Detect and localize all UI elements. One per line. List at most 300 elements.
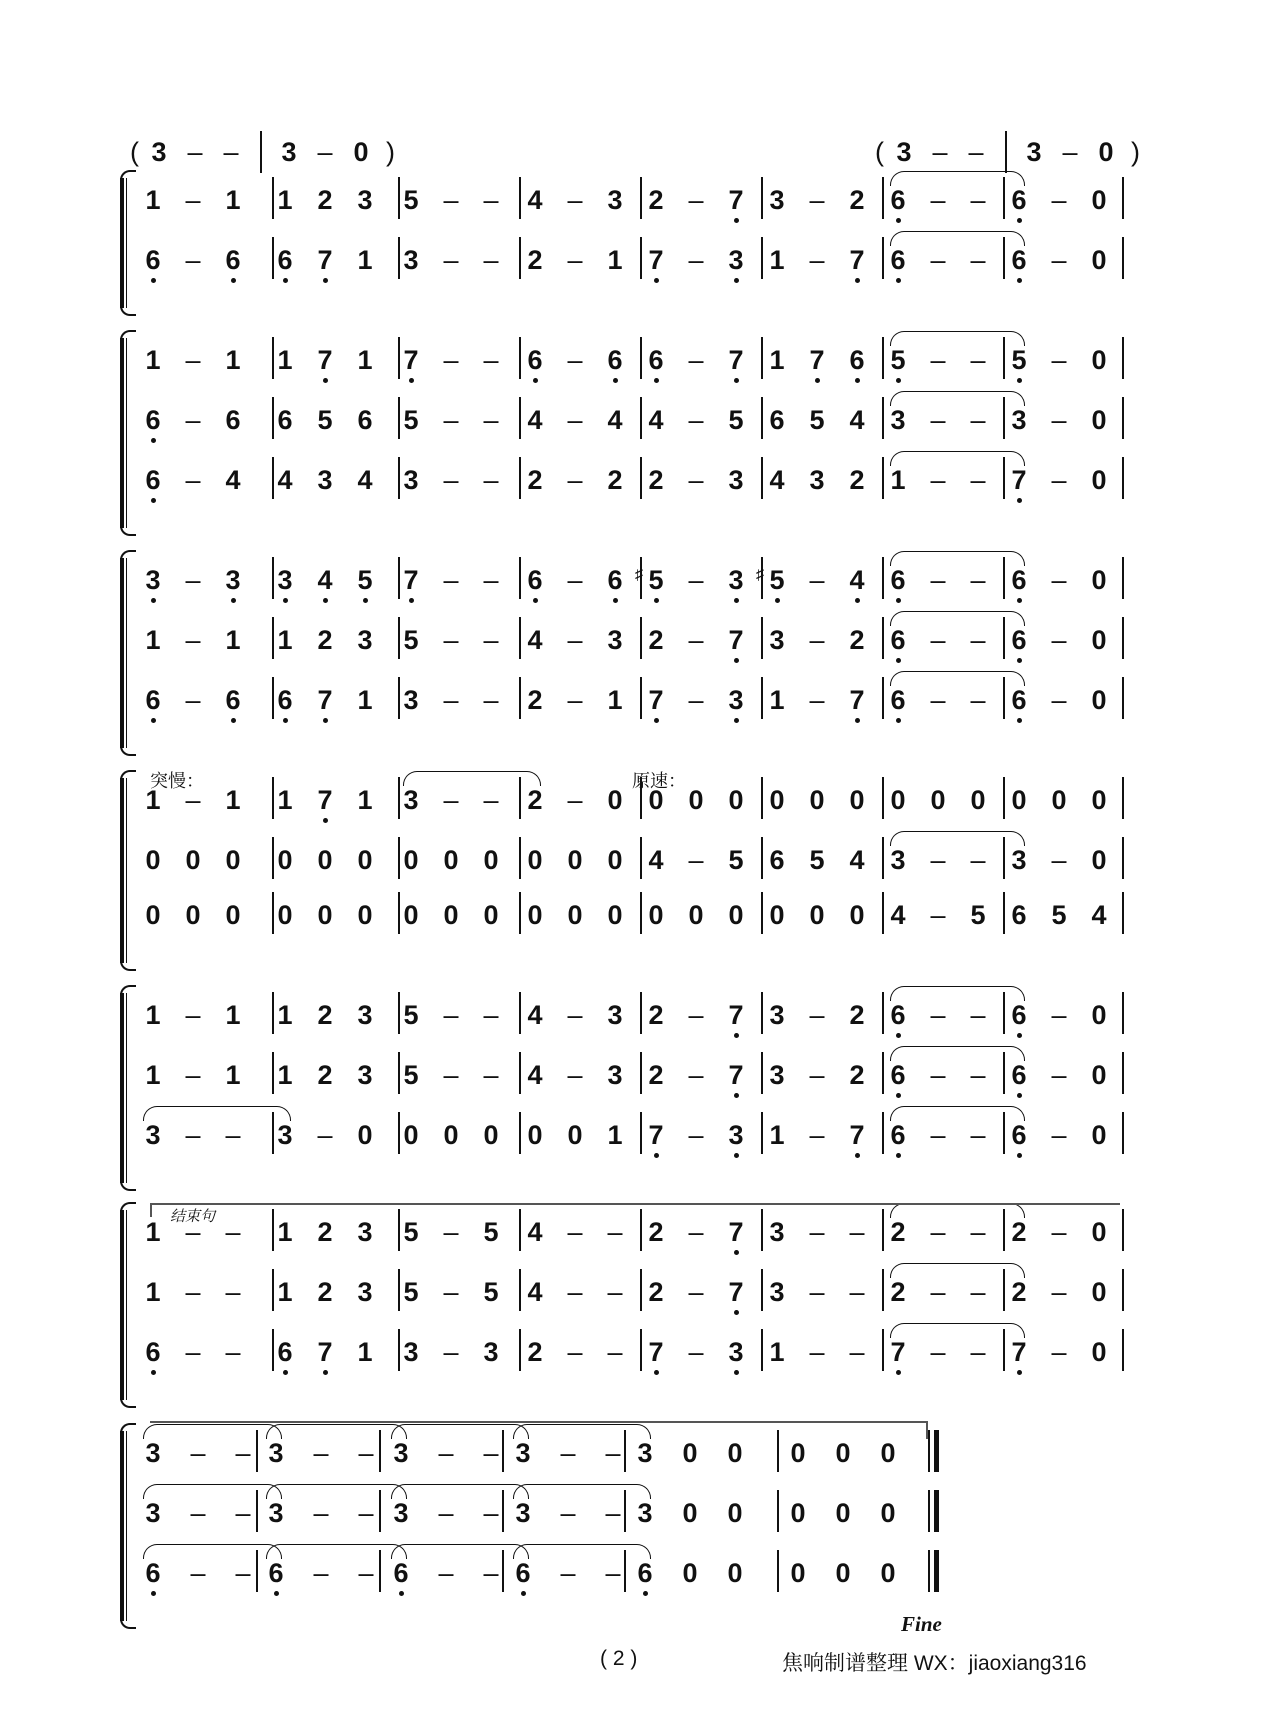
dash: – bbox=[930, 845, 946, 875]
dash: – bbox=[809, 1000, 825, 1030]
low-octave-dot bbox=[734, 598, 739, 603]
dash: – bbox=[849, 1217, 865, 1247]
note: 6 bbox=[1004, 1120, 1034, 1150]
low-octave-dot bbox=[1017, 1153, 1022, 1158]
dash: – bbox=[317, 1120, 333, 1150]
dash: – bbox=[443, 625, 459, 655]
dash: – bbox=[567, 685, 583, 715]
dash: – bbox=[809, 685, 825, 715]
dash: – bbox=[443, 565, 459, 595]
note: 1 bbox=[607, 1120, 623, 1150]
note: 0 bbox=[849, 785, 865, 815]
dash: – bbox=[483, 405, 499, 435]
dash: – bbox=[185, 345, 201, 375]
note: 0 bbox=[1091, 465, 1107, 495]
cue-note: 3 bbox=[896, 137, 912, 167]
dash: – bbox=[185, 245, 201, 275]
note: 0 bbox=[809, 785, 825, 815]
cue-note: 0 bbox=[1098, 137, 1114, 167]
low-octave-dot bbox=[1017, 1033, 1022, 1038]
tie-arc bbox=[890, 1046, 1025, 1061]
note: 0 bbox=[357, 900, 373, 930]
part-row bbox=[0, 1277, 1272, 1337]
dash: – bbox=[970, 465, 986, 495]
note: 0 bbox=[688, 900, 704, 930]
note: 7 bbox=[641, 685, 671, 715]
dash: – bbox=[688, 1277, 704, 1307]
note: 6 bbox=[883, 1120, 913, 1150]
note: 1 bbox=[769, 345, 785, 375]
note: 6 bbox=[138, 245, 168, 275]
note: 2 bbox=[1011, 1217, 1027, 1247]
dash: – bbox=[970, 1217, 986, 1247]
note: 7 bbox=[721, 185, 751, 215]
tie-arc bbox=[890, 671, 1025, 686]
low-octave-dot bbox=[1017, 218, 1022, 223]
note: 0 bbox=[1091, 845, 1107, 875]
note: 0 bbox=[790, 1498, 806, 1528]
low-octave-dot bbox=[363, 598, 368, 603]
note: 2 bbox=[648, 1060, 664, 1090]
note: 2 bbox=[317, 625, 333, 655]
note: 3 bbox=[277, 1120, 293, 1150]
low-octave-dot bbox=[654, 1153, 659, 1158]
note: 0 bbox=[1091, 405, 1107, 435]
dash: – bbox=[567, 1337, 583, 1367]
note: 0 bbox=[769, 785, 785, 815]
note: 5 bbox=[350, 565, 380, 595]
dash: – bbox=[483, 565, 499, 595]
note: 1 bbox=[145, 625, 161, 655]
dash: – bbox=[567, 245, 583, 275]
dash: – bbox=[483, 245, 499, 275]
note: 4 bbox=[527, 1217, 543, 1247]
note: 0 bbox=[567, 1120, 583, 1150]
part-row bbox=[0, 1558, 1272, 1618]
sharp-sign: ♯ bbox=[635, 566, 643, 583]
part-row bbox=[0, 625, 1272, 685]
note: 4 bbox=[527, 1000, 543, 1030]
note: 0 bbox=[1091, 1120, 1107, 1150]
barline bbox=[1122, 677, 1124, 719]
low-octave-dot bbox=[323, 718, 328, 723]
note: 3 bbox=[145, 1498, 161, 1528]
dash: – bbox=[560, 1438, 576, 1468]
dash: – bbox=[1051, 625, 1067, 655]
note: 6 bbox=[1004, 1000, 1034, 1030]
dash: – bbox=[607, 1217, 623, 1247]
note: 5 bbox=[728, 845, 744, 875]
note: 6 bbox=[270, 245, 300, 275]
note: 7 bbox=[721, 625, 751, 655]
note: 7 bbox=[310, 785, 340, 815]
note: 0 bbox=[970, 785, 986, 815]
note: 0 bbox=[185, 845, 201, 875]
note: 4 bbox=[225, 465, 241, 495]
note: 0 bbox=[1091, 345, 1107, 375]
dash: – bbox=[1051, 685, 1067, 715]
note: 5 ♯ bbox=[641, 565, 671, 595]
note: 7 bbox=[721, 345, 751, 375]
note: 0 bbox=[1091, 565, 1107, 595]
note: 1 bbox=[225, 185, 241, 215]
low-octave-dot bbox=[775, 598, 780, 603]
dash: – bbox=[970, 1337, 986, 1367]
dash: – bbox=[1051, 1337, 1067, 1367]
note: 1 bbox=[277, 785, 293, 815]
barline bbox=[1005, 131, 1007, 173]
note: 3 bbox=[769, 1217, 785, 1247]
low-octave-dot bbox=[1017, 278, 1022, 283]
low-octave-dot bbox=[896, 718, 901, 723]
note: 3 bbox=[268, 1498, 284, 1528]
note: 2 bbox=[527, 465, 543, 495]
note: 6 bbox=[1011, 900, 1027, 930]
note: 1 bbox=[225, 625, 241, 655]
parenthesis: ( bbox=[130, 137, 139, 167]
note: 0 bbox=[809, 900, 825, 930]
note: 0 bbox=[607, 900, 623, 930]
dash: – bbox=[483, 1438, 499, 1468]
dash: – bbox=[930, 1120, 946, 1150]
note: 6 bbox=[883, 685, 913, 715]
note: 3 bbox=[607, 625, 623, 655]
low-octave-dot bbox=[855, 378, 860, 383]
low-octave-dot bbox=[151, 278, 156, 283]
note: 6 bbox=[883, 1000, 913, 1030]
dash: – bbox=[688, 845, 704, 875]
dash: – bbox=[483, 345, 499, 375]
low-octave-dot bbox=[613, 598, 618, 603]
note: 6 bbox=[138, 1558, 168, 1588]
low-octave-dot bbox=[734, 1093, 739, 1098]
parenthesis: ( bbox=[875, 137, 884, 167]
note: 7 bbox=[721, 1000, 751, 1030]
note: 7 bbox=[842, 245, 872, 275]
part-row bbox=[0, 345, 1272, 405]
note: 2 bbox=[648, 185, 664, 215]
tie-arc bbox=[890, 1106, 1025, 1121]
note: 6 bbox=[600, 565, 630, 595]
dash: – bbox=[970, 565, 986, 595]
final-bracket-line bbox=[150, 1421, 927, 1423]
note: 7 bbox=[310, 245, 340, 275]
dash: – bbox=[930, 1060, 946, 1090]
note: 4 bbox=[648, 405, 664, 435]
dash: – bbox=[483, 685, 499, 715]
dash: – bbox=[607, 1277, 623, 1307]
low-octave-dot bbox=[151, 498, 156, 503]
tie-arc bbox=[890, 391, 1025, 406]
note: 6 bbox=[1004, 1060, 1034, 1090]
barline bbox=[1122, 1269, 1124, 1311]
note: 3 bbox=[145, 1438, 161, 1468]
dash: – bbox=[930, 465, 946, 495]
note: 0 bbox=[688, 785, 704, 815]
note: 6 bbox=[520, 565, 550, 595]
barline bbox=[777, 1430, 779, 1472]
tie-arc bbox=[143, 1106, 291, 1121]
dash: – bbox=[483, 625, 499, 655]
dash: – bbox=[235, 1498, 251, 1528]
low-octave-dot bbox=[855, 598, 860, 603]
note: 0 bbox=[483, 1120, 499, 1150]
low-octave-dot bbox=[896, 658, 901, 663]
note: 3 bbox=[270, 565, 300, 595]
low-octave-dot bbox=[855, 1153, 860, 1158]
note: 0 bbox=[682, 1558, 698, 1588]
dash: – bbox=[443, 1217, 459, 1247]
note: 3 bbox=[890, 405, 906, 435]
dash: – bbox=[688, 1120, 704, 1150]
note: 5 bbox=[1004, 345, 1034, 375]
note: 6 bbox=[769, 845, 785, 875]
barline bbox=[1122, 337, 1124, 379]
dash: – bbox=[443, 245, 459, 275]
tie-arc bbox=[890, 231, 1025, 246]
note: 2 bbox=[648, 465, 664, 495]
note: 0 bbox=[849, 900, 865, 930]
note: 3 bbox=[721, 1120, 751, 1150]
note: 4 bbox=[890, 900, 906, 930]
cue-note: – bbox=[968, 137, 984, 167]
dash: – bbox=[358, 1558, 374, 1588]
dash: – bbox=[1051, 1060, 1067, 1090]
dash: – bbox=[443, 405, 459, 435]
fine-mark: Fine bbox=[901, 1612, 942, 1636]
dash: – bbox=[443, 1000, 459, 1030]
dash: – bbox=[235, 1558, 251, 1588]
tie-arc bbox=[143, 1424, 282, 1439]
dash: – bbox=[970, 1277, 986, 1307]
note: 4 bbox=[527, 405, 543, 435]
dash: – bbox=[1051, 1120, 1067, 1150]
note: 0 bbox=[835, 1558, 851, 1588]
note: 7 bbox=[842, 1120, 872, 1150]
dash: – bbox=[185, 1000, 201, 1030]
low-octave-dot bbox=[533, 378, 538, 383]
tie-arc bbox=[890, 611, 1025, 626]
note: 1 bbox=[769, 1337, 785, 1367]
dash: – bbox=[443, 465, 459, 495]
barline bbox=[777, 1490, 779, 1532]
note: 6 bbox=[883, 625, 913, 655]
note: 1 bbox=[890, 465, 906, 495]
dash: – bbox=[185, 185, 201, 215]
note: 2 bbox=[849, 625, 865, 655]
note: 2 bbox=[317, 1060, 333, 1090]
dash: – bbox=[1051, 185, 1067, 215]
note: 0 bbox=[835, 1438, 851, 1468]
dash: – bbox=[483, 1498, 499, 1528]
note: 0 bbox=[277, 900, 293, 930]
barline bbox=[1122, 1112, 1124, 1154]
note: 0 bbox=[357, 845, 373, 875]
note: 2 bbox=[317, 185, 333, 215]
note: 5 ♯ bbox=[762, 565, 792, 595]
note: 0 bbox=[728, 785, 744, 815]
note: 6 bbox=[1004, 185, 1034, 215]
note: 7 bbox=[721, 1060, 751, 1090]
dash: – bbox=[930, 625, 946, 655]
final-bracket-tick bbox=[926, 1421, 928, 1439]
barline bbox=[1122, 237, 1124, 279]
dash: – bbox=[225, 1337, 241, 1367]
note: 6 bbox=[138, 465, 168, 495]
barline bbox=[1122, 397, 1124, 439]
note: 1 bbox=[357, 245, 373, 275]
note: 1 bbox=[145, 785, 161, 815]
low-octave-dot bbox=[896, 278, 901, 283]
barline bbox=[1122, 1052, 1124, 1094]
note: 0 bbox=[727, 1438, 743, 1468]
note: 0 bbox=[317, 900, 333, 930]
low-octave-dot bbox=[1017, 1370, 1022, 1375]
part-row bbox=[0, 1217, 1272, 1277]
ending-bracket-tick bbox=[150, 1203, 152, 1217]
tie-arc bbox=[513, 1544, 651, 1559]
dash: – bbox=[930, 1217, 946, 1247]
note: 0 bbox=[790, 1438, 806, 1468]
dash: – bbox=[605, 1498, 621, 1528]
dash: – bbox=[688, 1000, 704, 1030]
note: 3 bbox=[403, 1337, 419, 1367]
low-octave-dot bbox=[896, 378, 901, 383]
tie-arc bbox=[143, 1544, 282, 1559]
note: 3 bbox=[721, 245, 751, 275]
note: 6 bbox=[277, 405, 293, 435]
note: 4 bbox=[527, 185, 543, 215]
dash: – bbox=[970, 1060, 986, 1090]
low-octave-dot bbox=[654, 1370, 659, 1375]
dash: – bbox=[809, 1060, 825, 1090]
dash: – bbox=[970, 625, 986, 655]
low-octave-dot bbox=[855, 718, 860, 723]
cue-note: – bbox=[1062, 137, 1078, 167]
note: 3 bbox=[769, 625, 785, 655]
note: 6 bbox=[138, 685, 168, 715]
note: 3 bbox=[403, 465, 419, 495]
note: 0 bbox=[769, 900, 785, 930]
cue-note: – bbox=[223, 137, 239, 167]
low-octave-dot bbox=[734, 1153, 739, 1158]
dash: – bbox=[809, 625, 825, 655]
low-octave-dot bbox=[1017, 498, 1022, 503]
low-octave-dot bbox=[654, 718, 659, 723]
low-octave-dot bbox=[815, 378, 820, 383]
dash: – bbox=[688, 345, 704, 375]
note: 0 bbox=[1091, 785, 1107, 815]
note: 6 bbox=[883, 245, 913, 275]
note: 6 bbox=[261, 1558, 291, 1588]
barline bbox=[1122, 177, 1124, 219]
note: 3 bbox=[138, 565, 168, 595]
dash: – bbox=[567, 1060, 583, 1090]
note: 5 bbox=[883, 345, 913, 375]
dash: – bbox=[438, 1438, 454, 1468]
tie-arc bbox=[391, 1484, 529, 1499]
dash: – bbox=[483, 1000, 499, 1030]
note: 5 bbox=[403, 1000, 419, 1030]
low-octave-dot bbox=[323, 598, 328, 603]
note: 5 bbox=[403, 625, 419, 655]
note: 1 bbox=[357, 1337, 373, 1367]
dash: – bbox=[809, 1337, 825, 1367]
dash: – bbox=[930, 1337, 946, 1367]
tie-arc bbox=[890, 986, 1025, 1001]
dash: – bbox=[443, 685, 459, 715]
note: 1 bbox=[145, 345, 161, 375]
note: 3 bbox=[721, 565, 751, 595]
note: 0 bbox=[1091, 1337, 1107, 1367]
tie-arc bbox=[403, 771, 541, 786]
note: 4 bbox=[849, 845, 865, 875]
part-row bbox=[0, 845, 1272, 905]
note: 3 bbox=[769, 1277, 785, 1307]
cue-note: 0 bbox=[353, 137, 369, 167]
tie-arc bbox=[266, 1484, 407, 1499]
note: 0 bbox=[443, 1120, 459, 1150]
note: 2 bbox=[890, 1217, 906, 1247]
note: 6 bbox=[138, 405, 168, 435]
note: 5 bbox=[403, 405, 419, 435]
cue-note: 3 bbox=[151, 137, 167, 167]
dash: – bbox=[1051, 845, 1067, 875]
low-octave-dot bbox=[283, 1370, 288, 1375]
low-octave-dot bbox=[1017, 718, 1022, 723]
note: 0 bbox=[357, 1120, 373, 1150]
note: 6 bbox=[769, 405, 785, 435]
dash: – bbox=[560, 1498, 576, 1528]
barline bbox=[1122, 557, 1124, 599]
dash: – bbox=[688, 625, 704, 655]
low-octave-dot bbox=[1017, 1093, 1022, 1098]
dash: – bbox=[235, 1438, 251, 1468]
note: 0 bbox=[728, 900, 744, 930]
note: 6 bbox=[1004, 565, 1034, 595]
note: 0 bbox=[1091, 625, 1107, 655]
dash: – bbox=[185, 1217, 201, 1247]
dash: – bbox=[443, 1277, 459, 1307]
low-octave-dot bbox=[734, 1250, 739, 1255]
low-octave-dot bbox=[151, 1591, 156, 1596]
dash: – bbox=[560, 1558, 576, 1588]
dash: – bbox=[185, 685, 201, 715]
barline bbox=[1122, 1209, 1124, 1251]
note: 2 bbox=[648, 1000, 664, 1030]
note: 0 bbox=[648, 785, 664, 815]
dash: – bbox=[970, 405, 986, 435]
note: 0 bbox=[607, 845, 623, 875]
low-octave-dot bbox=[734, 718, 739, 723]
low-octave-dot bbox=[323, 818, 328, 823]
dash: – bbox=[930, 1000, 946, 1030]
low-octave-dot bbox=[896, 1033, 901, 1038]
note: 5 bbox=[809, 405, 825, 435]
cue-note: – bbox=[317, 137, 333, 167]
note: 3 bbox=[721, 1337, 751, 1367]
dash: – bbox=[443, 785, 459, 815]
part-row bbox=[0, 465, 1272, 525]
note: 2 bbox=[648, 625, 664, 655]
note: 2 bbox=[607, 465, 623, 495]
note: 0 bbox=[527, 845, 543, 875]
note: 6 bbox=[641, 345, 671, 375]
dash: – bbox=[688, 1217, 704, 1247]
barline bbox=[1122, 992, 1124, 1034]
dash: – bbox=[185, 785, 201, 815]
dash: – bbox=[930, 185, 946, 215]
